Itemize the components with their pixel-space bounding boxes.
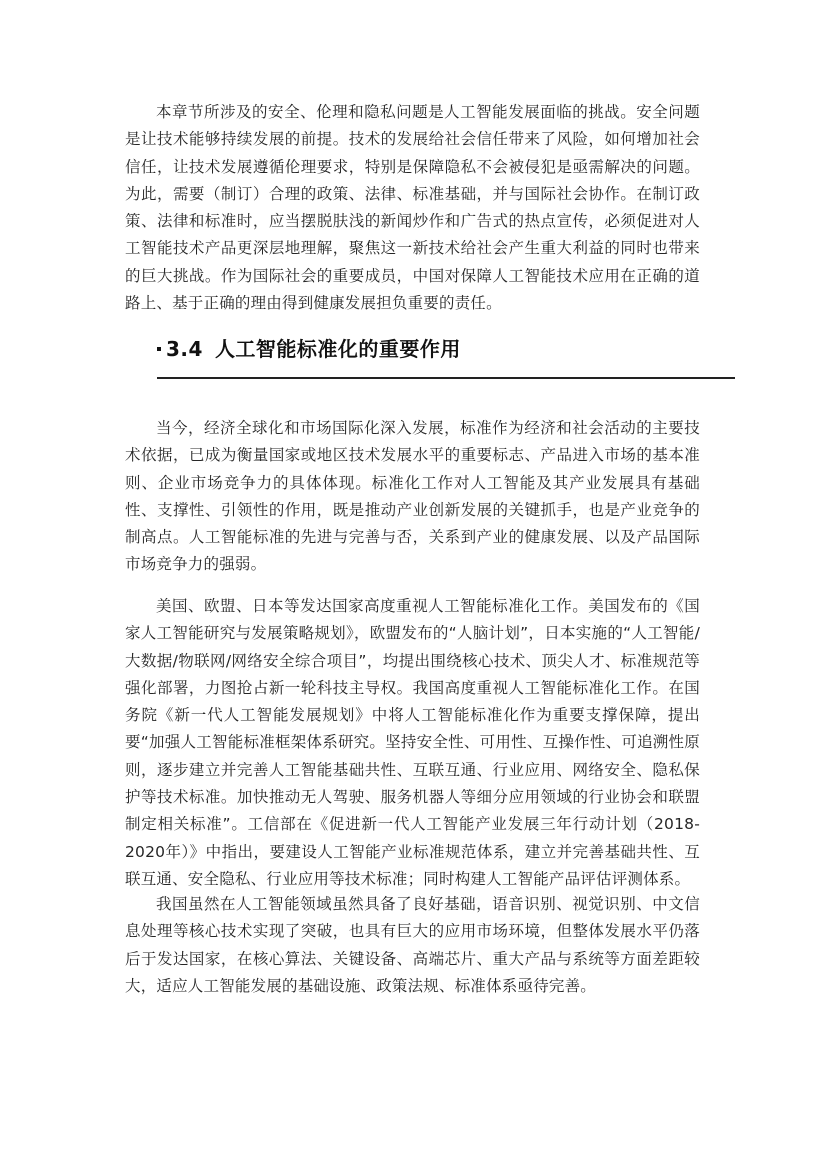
section-heading xyxy=(157,333,461,362)
section-number: 3.4 xyxy=(166,337,203,361)
heading-divider xyxy=(157,377,735,379)
body-paragraph-3: 我国虽然在人工智能领域虽然具备了良好基础，语音识别、视觉识别、中文信息处理等核心技术实现了突破，也具有巨大的应用市场环境，但整体发展水平仍落后于发达国家，在核心算法、关键设备、高端芯片、重大产品与系统等方面差距较大，适应人工智能发展的基础设施、政策法规、标准体系亟待完善。 xyxy=(125,895,700,995)
body-paragraph-1: 当今，经济全球化和市场国际化深入发展，标准作为经济和社会活动的主要技术依据，已成为衡量国家或地区技术发展水平的重要标志、产品进入市场的基本准则、企业市场竞争力的具体体现。标准化工作对人工智能及其产业发展具有基础性、支撑性、引领性的作用，既是推动产业创新发展的关键抓手，也是产业竞争的制高点。人工智能标准的先进与完善与否，关系到产业的健康发展、以及产品国际市场竞争力的强弱。 xyxy=(125,419,700,574)
intro-paragraph: 本章节所涉及的安全、伦理和隐私问题是人工智能发展面临的挑战。安全问题是让技术能够持续发展的前提。技术的发展给社会信任带来了风险，如何增加社会信任，让技术发展遵循伦理要求，特别是保障隐私不会被侵犯是亟需解决的问题。为此，需要（制订）合理的政策、法律、标准基础，并与国际社会协作。在制订政策、法律和标准时，应当摆脱肤浅的新闻炒作和广告式的热点宣传，必须促进对人工智能技术产品更深层地理解，聚焦这一新技术给社会产生重大利益的同时也带来的巨大挑战。作为国际社会的重要成员，中国对保障人工智能技术应用在正确的道路上、基于正确的理由得到健康发展担负重要的责任。 xyxy=(125,103,700,313)
section-title: 人工智能标准化的重要作用 xyxy=(214,337,461,361)
bullet-marker xyxy=(157,347,161,351)
body-paragraph-2: 美国、欧盟、日本等发达国家高度重视人工智能标准化工作。美国发布的《国家人工智能研究与发展策略规划》，欧盟发布的“人脑计划”，日本实施的“人工智能/大数据/物联网/网络安全综合项目”，均提出围绕核心技术、顶尖人才、标准规范等强化部署，力图抢占新一轮科技主导权。我国高度重视人工智能标准化工作。在国务院《新一代人工智能发展规划》中将人工智能标准化作为重要支撑保障，提出要“加强人工智能标准框架体系研究。坚持安全性、可用性、互操作性、可追溯性原则，逐步建立并完善人工智能基础共性、互联互通、行业应用、网络安全、隐私保护等技术标准。加快推动无人驾驶、服务机器人等细分应用领域的行业协会和联盟制定相关标准”。工信部在《促进新一代人工智能产业发展三年行动计划（2018-2020年）》中指出，要建设人工智能产业标准规范体系，建立并完善基础共性、互联互通、安全隐私、行业应用等技术标准；同时构建人工智能产品评估评测体系。 xyxy=(125,597,700,888)
